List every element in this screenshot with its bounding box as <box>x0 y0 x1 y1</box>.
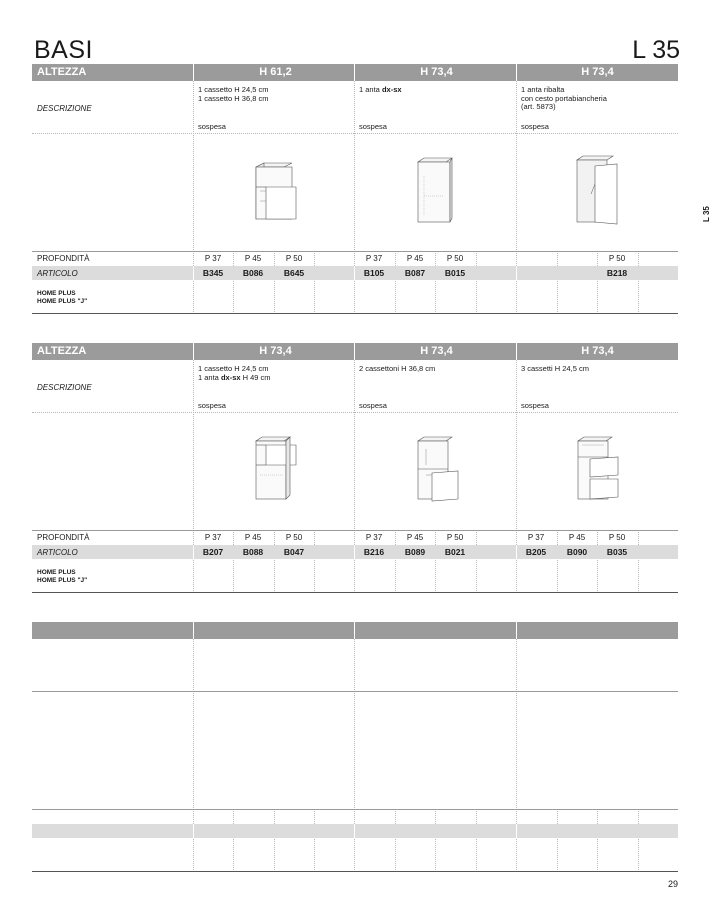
cabinet-two-drawers-image <box>250 161 300 223</box>
column-height: H 73,4 <box>259 345 292 357</box>
depth-value: P 45 <box>406 533 424 542</box>
home-plus-label: HOME PLUS HOME PLUS "J" <box>37 290 88 305</box>
description: 2 cassettoni H 36,8 cm <box>359 364 436 373</box>
description: 1 cassetto H 24,5 cm 1 anta dx-sx H 49 cm <box>198 364 271 382</box>
article-code: B089 <box>404 547 426 557</box>
column-height: H 73,4 <box>581 66 614 78</box>
description: 1 anta dx-sx <box>359 85 402 94</box>
column-height: H 73,4 <box>420 345 453 357</box>
depth-value: P 50 <box>285 254 303 263</box>
mounting-type: sospesa <box>359 122 387 131</box>
depth-value: P 45 <box>244 254 262 263</box>
depth-value: P 45 <box>568 533 586 542</box>
article-code: B205 <box>525 547 547 557</box>
page-width-label: L 35 <box>632 36 680 64</box>
article-code: B021 <box>444 547 466 557</box>
cabinet-single-door-image <box>414 156 458 226</box>
depth-value: P 50 <box>446 533 464 542</box>
article-code: B216 <box>363 547 385 557</box>
mounting-type: sospesa <box>521 401 549 410</box>
cabinet-drawer-door-image <box>250 435 300 503</box>
column-height: H 73,4 <box>420 66 453 78</box>
depth-value: P 50 <box>446 254 464 263</box>
column-height: H 73,4 <box>581 345 614 357</box>
articolo-label: ARTICOLO <box>37 269 78 278</box>
cabinet-three-drawers-image <box>574 435 624 503</box>
profondita-label: PROFONDITÀ <box>37 533 90 542</box>
table-header <box>32 622 678 639</box>
depth-value: P 50 <box>285 533 303 542</box>
articolo-label: ARTICOLO <box>37 548 78 557</box>
article-code: B645 <box>283 268 305 278</box>
article-code: B090 <box>566 547 588 557</box>
descrizione-label: DESCRIZIONE <box>37 104 92 113</box>
article-code: B105 <box>363 268 385 278</box>
mounting-type: sospesa <box>521 122 549 131</box>
depth-value: P 37 <box>204 533 222 542</box>
altezza-label: ALTEZZA <box>37 66 87 78</box>
description: 1 cassetto H 24,5 cm 1 cassetto H 36,8 cm <box>198 85 269 103</box>
profondita-label: PROFONDITÀ <box>37 254 90 263</box>
article-code: B207 <box>202 547 224 557</box>
article-code: B088 <box>242 547 264 557</box>
article-code: B345 <box>202 268 224 278</box>
depth-value: P 37 <box>204 254 222 263</box>
depth-value: P 50 <box>608 254 626 263</box>
descrizione-label: DESCRIZIONE <box>37 383 92 392</box>
description: 3 cassetti H 24,5 cm <box>521 364 589 373</box>
depth-value: P 45 <box>244 533 262 542</box>
article-code: B218 <box>606 268 628 278</box>
article-code: B015 <box>444 268 466 278</box>
article-code: B086 <box>242 268 264 278</box>
side-width-label: L 35 <box>702 206 711 222</box>
article-code: B087 <box>404 268 426 278</box>
article-code: B047 <box>283 547 305 557</box>
product-table-1 <box>32 64 678 314</box>
page-title: BASI <box>34 36 93 64</box>
table-header <box>32 343 678 360</box>
mounting-type: sospesa <box>198 122 226 131</box>
article-code: B035 <box>606 547 628 557</box>
altezza-label: ALTEZZA <box>37 345 87 357</box>
page-number: 29 <box>667 879 678 889</box>
cabinet-two-large-drawers-image <box>414 435 464 503</box>
product-table-2 <box>32 343 678 593</box>
depth-value: P 45 <box>406 254 424 263</box>
empty-table <box>32 622 678 872</box>
column-height: H 61,2 <box>259 66 292 78</box>
table-header <box>32 64 678 81</box>
depth-value: P 37 <box>527 533 545 542</box>
description: 1 anta ribalta con cesto portabiancheria (art. 5873) <box>521 85 607 111</box>
cabinet-tilt-door-image <box>573 154 621 226</box>
depth-value: P 37 <box>365 254 383 263</box>
mounting-type: sospesa <box>198 401 226 410</box>
home-plus-label: HOME PLUS HOME PLUS "J" <box>37 569 88 584</box>
depth-value: P 50 <box>608 533 626 542</box>
mounting-type: sospesa <box>359 401 387 410</box>
depth-value: P 37 <box>365 533 383 542</box>
